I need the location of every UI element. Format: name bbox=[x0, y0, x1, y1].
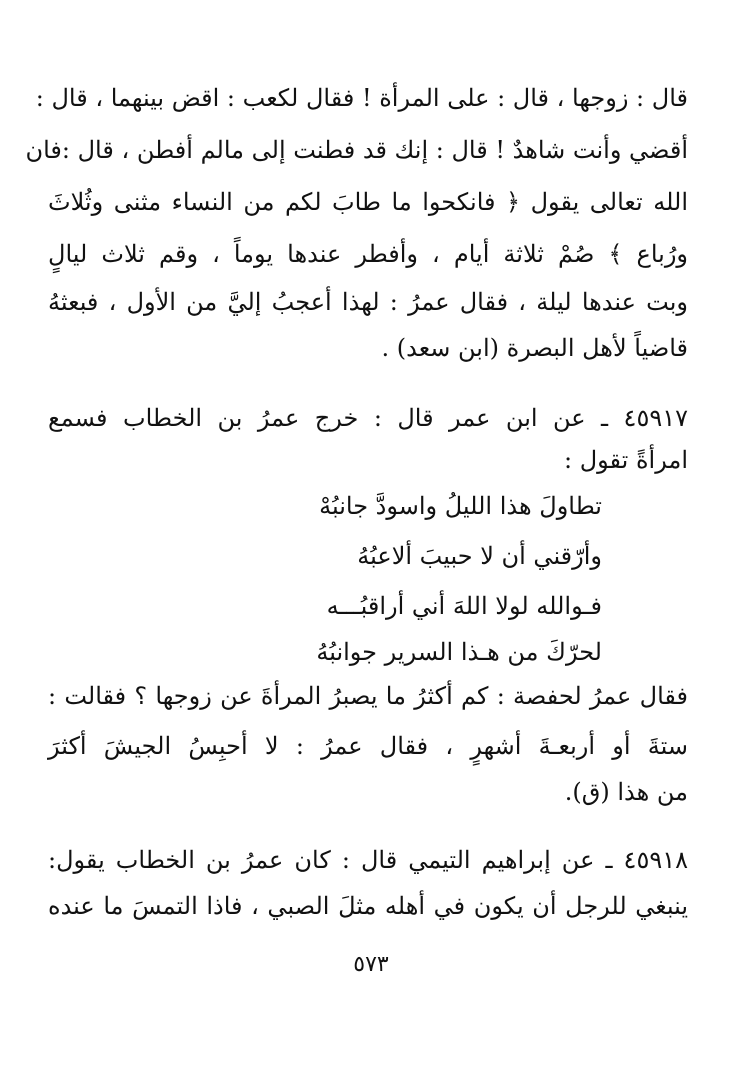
hadith-heading-line: ٤٥٩١٨ ـ عن إبراهيم التيمي قال : كان عمرُ بن الخطاب يقول: bbox=[48, 846, 688, 874]
poem-verse: لحرّكَ من هـذا السرير جوانبُهُ bbox=[316, 638, 602, 666]
poem-verse: فـوالله لولا اللهَ أني أراقبُـــه bbox=[326, 592, 602, 620]
text-line: من هذا (ق). bbox=[564, 778, 688, 806]
text-line: امرأةً تقول : bbox=[563, 446, 688, 474]
text-line: أقضي وأنت شاهدٌ ! قال : إنك قد فطنت إلى مالم أفطن ، قال :فان bbox=[25, 136, 688, 164]
poem-verse: تطاولَ هذا الليلُ واسودَّ جانبُهْ bbox=[319, 492, 602, 520]
text-line: ورُباع ﴾ صُمْ ثلاثة أيام ، وأفطر عندها يوماً ، وقم ثلاث ليالٍ bbox=[48, 240, 688, 268]
text-line: ستةَ أو أربعـةَ أشهرٍ ، فقال عمرُ : لا أحبِسُ الجيشَ أكثرَ bbox=[48, 732, 688, 760]
text-line: ينبغي للرجل أن يكون في أهله مثلَ الصبي ، فاذا التمسَ ما عنده bbox=[48, 892, 688, 920]
poem-verse: وأرّقني أن لا حبيبَ ألاعبُهُ bbox=[357, 542, 602, 570]
text-line: قال : زوجها ، قال : على المرأة ! فقال لكعب : اقض بينهما ، قال : bbox=[35, 84, 688, 112]
text-line: الله تعالى يقول ﴿ فانكحوا ما طابَ لكم من النساء مثنى وثُلاثَ bbox=[48, 188, 688, 216]
text-line: قاضياً لأهل البصرة (ابن سعد) . bbox=[381, 334, 688, 362]
text-line: فقال عمرُ لحفصة : كم أكثرُ ما يصبرُ المرأةَ عن زوجها ؟ فقالت : bbox=[48, 682, 688, 710]
hadith-heading-line: ٤٥٩١٧ ـ عن ابن عمر قال : خرج عمرُ بن الخطاب فسمع bbox=[48, 404, 688, 432]
text-line: وبت عندها ليلة ، فقال عمرُ : لهذا أعجبُ إليَّ من الأول ، فبعثهُ bbox=[48, 288, 688, 316]
page-number: ٥٧٣ bbox=[353, 952, 389, 977]
